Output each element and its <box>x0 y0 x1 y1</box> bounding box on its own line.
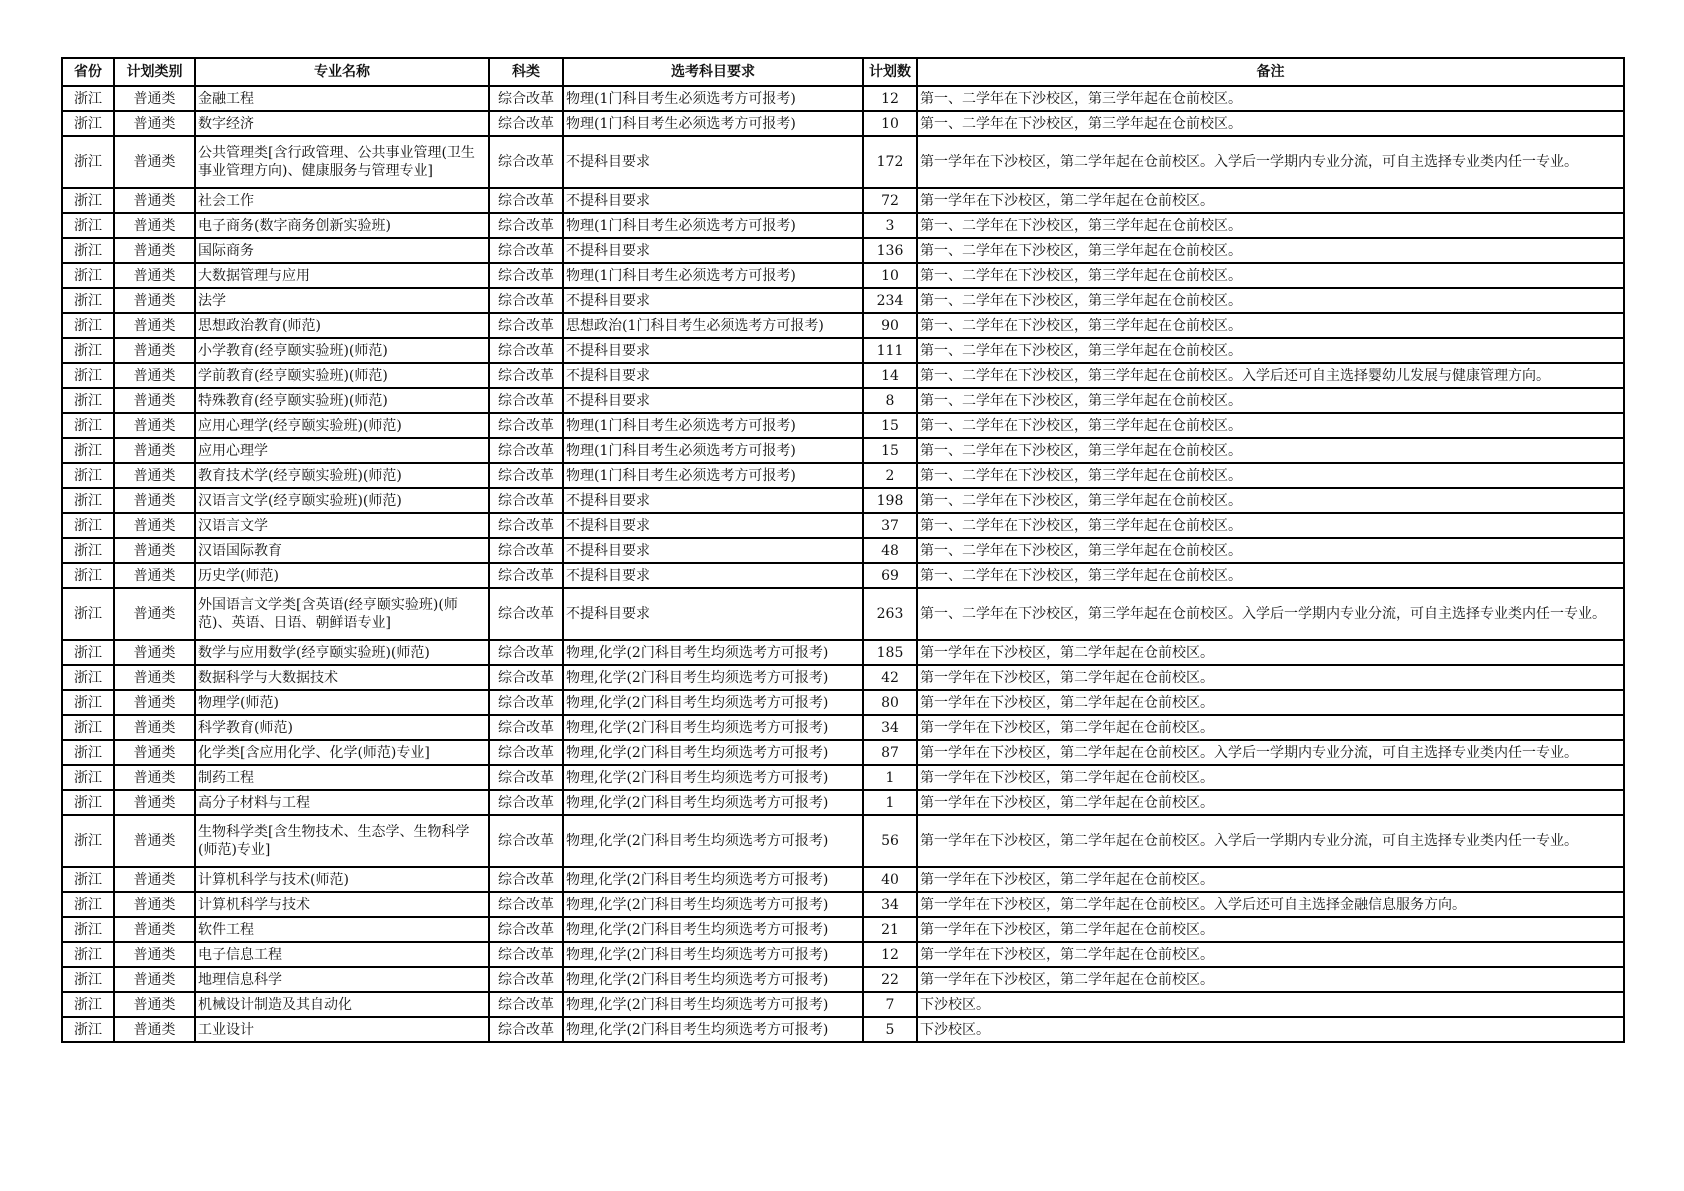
requirement-cell: 不提科目要求 <box>563 136 863 188</box>
note-cell: 第一、二学年在下沙校区，第三学年起在仓前校区。入学后还可自主选择婴幼儿发展与健康管理方向。 <box>917 363 1624 388</box>
table-row <box>62 640 1624 665</box>
count-cell: 37 <box>863 513 917 538</box>
note-cell: 下沙校区。 <box>917 1017 1624 1042</box>
category-cell: 综合改革 <box>489 588 563 640</box>
table-row <box>62 815 1624 867</box>
province-cell: 浙江 <box>62 892 114 917</box>
count-cell: 80 <box>863 690 917 715</box>
note-cell: 第一、二学年在下沙校区，第三学年起在仓前校区。 <box>917 238 1624 263</box>
note-cell: 第一、二学年在下沙校区，第三学年起在仓前校区。 <box>917 338 1624 363</box>
plan-type-cell: 普通类 <box>114 438 195 463</box>
category-cell: 综合改革 <box>489 86 563 111</box>
requirement-cell: 不提科目要求 <box>563 388 863 413</box>
note-cell: 第一学年在下沙校区，第二学年起在仓前校区。 <box>917 665 1624 690</box>
note-cell: 第一、二学年在下沙校区，第三学年起在仓前校区。 <box>917 213 1624 238</box>
requirement-cell: 不提科目要求 <box>563 188 863 213</box>
plan-type-cell: 普通类 <box>114 917 195 942</box>
note-cell: 第一学年在下沙校区，第二学年起在仓前校区。入学后一学期内专业分流，可自主选择专业类内任一专业。 <box>917 740 1624 765</box>
note-cell: 第一学年在下沙校区，第二学年起在仓前校区。 <box>917 867 1624 892</box>
note-cell: 第一学年在下沙校区，第二学年起在仓前校区。入学后一学期内专业分流，可自主选择专业类内任一专业。 <box>917 136 1624 188</box>
major-cell: 历史学(师范) <box>195 563 489 588</box>
note-cell: 第一学年在下沙校区，第二学年起在仓前校区。 <box>917 715 1624 740</box>
plan-type-cell: 普通类 <box>114 538 195 563</box>
province-cell: 浙江 <box>62 640 114 665</box>
province-cell: 浙江 <box>62 86 114 111</box>
table-row <box>62 892 1624 917</box>
province-cell: 浙江 <box>62 563 114 588</box>
category-cell: 综合改革 <box>489 992 563 1017</box>
count-cell: 15 <box>863 438 917 463</box>
requirement-cell: 物理,化学(2门科目考生均须选考方可报考) <box>563 992 863 1017</box>
requirement-cell: 物理(1门科目考生必须选考方可报考) <box>563 413 863 438</box>
table-row <box>62 238 1624 263</box>
requirement-cell: 物理,化学(2门科目考生均须选考方可报考) <box>563 892 863 917</box>
note-cell: 第一、二学年在下沙校区，第三学年起在仓前校区。 <box>917 488 1624 513</box>
province-cell: 浙江 <box>62 488 114 513</box>
category-cell: 综合改革 <box>489 538 563 563</box>
count-cell: 22 <box>863 967 917 992</box>
table-row <box>62 790 1624 815</box>
note-cell: 第一、二学年在下沙校区，第三学年起在仓前校区。 <box>917 513 1624 538</box>
table-row <box>62 288 1624 313</box>
count-cell: 69 <box>863 563 917 588</box>
requirement-cell: 物理,化学(2门科目考生均须选考方可报考) <box>563 690 863 715</box>
table-row <box>62 338 1624 363</box>
major-cell: 应用心理学 <box>195 438 489 463</box>
requirement-cell: 物理(1门科目考生必须选考方可报考) <box>563 263 863 288</box>
requirement-cell: 物理,化学(2门科目考生均须选考方可报考) <box>563 917 863 942</box>
category-cell: 综合改革 <box>489 1017 563 1042</box>
note-cell: 第一、二学年在下沙校区，第三学年起在仓前校区。 <box>917 111 1624 136</box>
major-cell: 国际商务 <box>195 238 489 263</box>
plan-type-cell: 普通类 <box>114 86 195 111</box>
plan-type-cell: 普通类 <box>114 238 195 263</box>
major-cell: 金融工程 <box>195 86 489 111</box>
major-cell: 公共管理类[含行政管理、公共事业管理(卫生事业管理方向)、健康服务与管理专业] <box>195 136 489 188</box>
requirement-cell: 物理,化学(2门科目考生均须选考方可报考) <box>563 740 863 765</box>
table-row <box>62 463 1624 488</box>
count-cell: 87 <box>863 740 917 765</box>
plan-type-cell: 普通类 <box>114 665 195 690</box>
count-cell: 263 <box>863 588 917 640</box>
note-cell: 第一学年在下沙校区，第二学年起在仓前校区。 <box>917 917 1624 942</box>
plan-type-cell: 普通类 <box>114 815 195 867</box>
major-cell: 汉语言文学 <box>195 513 489 538</box>
note-cell: 第一、二学年在下沙校区，第三学年起在仓前校区。 <box>917 263 1624 288</box>
major-cell: 小学教育(经亨颐实验班)(师范) <box>195 338 489 363</box>
note-cell: 第一、二学年在下沙校区，第三学年起在仓前校区。 <box>917 563 1624 588</box>
plan-type-cell: 普通类 <box>114 790 195 815</box>
major-cell: 汉语国际教育 <box>195 538 489 563</box>
major-cell: 学前教育(经亨颐实验班)(师范) <box>195 363 489 388</box>
province-cell: 浙江 <box>62 338 114 363</box>
count-cell: 14 <box>863 363 917 388</box>
province-cell: 浙江 <box>62 765 114 790</box>
requirement-cell: 思想政治(1门科目考生必须选考方可报考) <box>563 313 863 338</box>
count-cell: 1 <box>863 765 917 790</box>
requirement-cell: 物理,化学(2门科目考生均须选考方可报考) <box>563 867 863 892</box>
count-cell: 198 <box>863 488 917 513</box>
table-row <box>62 1017 1624 1042</box>
category-cell: 综合改革 <box>489 665 563 690</box>
province-cell: 浙江 <box>62 463 114 488</box>
major-cell: 数据科学与大数据技术 <box>195 665 489 690</box>
category-cell: 综合改革 <box>489 463 563 488</box>
count-cell: 90 <box>863 313 917 338</box>
requirement-cell: 物理,化学(2门科目考生均须选考方可报考) <box>563 765 863 790</box>
province-cell: 浙江 <box>62 538 114 563</box>
table-row <box>62 765 1624 790</box>
province-cell: 浙江 <box>62 313 114 338</box>
table-row <box>62 263 1624 288</box>
table-row <box>62 111 1624 136</box>
table-row <box>62 136 1624 188</box>
note-cell: 第一学年在下沙校区，第二学年起在仓前校区。 <box>917 188 1624 213</box>
note-cell: 第一学年在下沙校区，第二学年起在仓前校区。 <box>917 942 1624 967</box>
major-cell: 外国语言文学类[含英语(经亨颐实验班)(师范)、英语、日语、朝鲜语专业] <box>195 588 489 640</box>
count-cell: 34 <box>863 892 917 917</box>
note-cell: 第一学年在下沙校区，第二学年起在仓前校区。 <box>917 640 1624 665</box>
plan-type-cell: 普通类 <box>114 967 195 992</box>
province-cell: 浙江 <box>62 388 114 413</box>
plan-type-cell: 普通类 <box>114 188 195 213</box>
category-cell: 综合改革 <box>489 338 563 363</box>
requirement-cell: 不提科目要求 <box>563 238 863 263</box>
category-cell: 综合改革 <box>489 288 563 313</box>
province-cell: 浙江 <box>62 715 114 740</box>
plan-type-cell: 普通类 <box>114 111 195 136</box>
plan-type-cell: 普通类 <box>114 690 195 715</box>
province-cell: 浙江 <box>62 263 114 288</box>
requirement-cell: 物理,化学(2门科目考生均须选考方可报考) <box>563 715 863 740</box>
requirement-cell: 物理(1门科目考生必须选考方可报考) <box>563 438 863 463</box>
table-row <box>62 538 1624 563</box>
table-row <box>62 942 1624 967</box>
major-cell: 物理学(师范) <box>195 690 489 715</box>
major-cell: 计算机科学与技术(师范) <box>195 867 489 892</box>
table-row <box>62 86 1624 111</box>
count-cell: 40 <box>863 867 917 892</box>
plan-type-cell: 普通类 <box>114 1017 195 1042</box>
requirement-cell: 不提科目要求 <box>563 538 863 563</box>
category-cell: 综合改革 <box>489 815 563 867</box>
note-cell: 第一、二学年在下沙校区，第三学年起在仓前校区。 <box>917 438 1624 463</box>
table-row <box>62 715 1624 740</box>
table-row <box>62 967 1624 992</box>
category-cell: 综合改革 <box>489 313 563 338</box>
category-cell: 综合改革 <box>489 111 563 136</box>
requirement-cell: 物理,化学(2门科目考生均须选考方可报考) <box>563 790 863 815</box>
category-cell: 综合改革 <box>489 413 563 438</box>
plan-type-cell: 普通类 <box>114 263 195 288</box>
note-cell: 第一、二学年在下沙校区，第三学年起在仓前校区。 <box>917 313 1624 338</box>
category-cell: 综合改革 <box>489 967 563 992</box>
province-cell: 浙江 <box>62 111 114 136</box>
plan-type-cell: 普通类 <box>114 942 195 967</box>
province-cell: 浙江 <box>62 438 114 463</box>
province-cell: 浙江 <box>62 867 114 892</box>
table-row <box>62 213 1624 238</box>
major-cell: 软件工程 <box>195 917 489 942</box>
category-cell: 综合改革 <box>489 238 563 263</box>
requirement-cell: 物理,化学(2门科目考生均须选考方可报考) <box>563 967 863 992</box>
province-cell: 浙江 <box>62 213 114 238</box>
plan-type-cell: 普通类 <box>114 313 195 338</box>
plan-type-cell: 普通类 <box>114 740 195 765</box>
major-cell: 法学 <box>195 288 489 313</box>
plan-type-cell: 普通类 <box>114 563 195 588</box>
requirement-cell: 不提科目要求 <box>563 563 863 588</box>
plan-type-cell: 普通类 <box>114 640 195 665</box>
count-cell: 136 <box>863 238 917 263</box>
plan-type-cell: 普通类 <box>114 213 195 238</box>
requirement-cell: 不提科目要求 <box>563 513 863 538</box>
header-count: 计划数 <box>863 58 917 86</box>
province-cell: 浙江 <box>62 992 114 1017</box>
major-cell: 高分子材料与工程 <box>195 790 489 815</box>
table-row <box>62 690 1624 715</box>
requirement-cell: 不提科目要求 <box>563 338 863 363</box>
count-cell: 8 <box>863 388 917 413</box>
major-cell: 电子商务(数字商务创新实验班) <box>195 213 489 238</box>
requirement-cell: 物理,化学(2门科目考生均须选考方可报考) <box>563 1017 863 1042</box>
category-cell: 综合改革 <box>489 715 563 740</box>
table-row <box>62 313 1624 338</box>
table-row <box>62 488 1624 513</box>
requirement-cell: 物理,化学(2门科目考生均须选考方可报考) <box>563 815 863 867</box>
note-cell: 第一、二学年在下沙校区，第三学年起在仓前校区。 <box>917 388 1624 413</box>
table-body <box>62 86 1624 1042</box>
province-cell: 浙江 <box>62 1017 114 1042</box>
major-cell: 特殊教育(经亨颐实验班)(师范) <box>195 388 489 413</box>
category-cell: 综合改革 <box>489 488 563 513</box>
table-row <box>62 388 1624 413</box>
count-cell: 12 <box>863 942 917 967</box>
plan-type-cell: 普通类 <box>114 513 195 538</box>
count-cell: 5 <box>863 1017 917 1042</box>
requirement-cell: 物理(1门科目考生必须选考方可报考) <box>563 213 863 238</box>
enrollment-plan-table <box>61 57 1625 1043</box>
count-cell: 2 <box>863 463 917 488</box>
count-cell: 48 <box>863 538 917 563</box>
major-cell: 数字经济 <box>195 111 489 136</box>
header-note: 备注 <box>917 58 1624 86</box>
plan-type-cell: 普通类 <box>114 136 195 188</box>
count-cell: 72 <box>863 188 917 213</box>
category-cell: 综合改革 <box>489 765 563 790</box>
category-cell: 综合改革 <box>489 563 563 588</box>
table-row <box>62 867 1624 892</box>
note-cell: 第一学年在下沙校区，第二学年起在仓前校区。 <box>917 790 1624 815</box>
requirement-cell: 不提科目要求 <box>563 288 863 313</box>
count-cell: 111 <box>863 338 917 363</box>
category-cell: 综合改革 <box>489 690 563 715</box>
category-cell: 综合改革 <box>489 363 563 388</box>
plan-type-cell: 普通类 <box>114 867 195 892</box>
province-cell: 浙江 <box>62 238 114 263</box>
table-row <box>62 992 1624 1017</box>
plan-type-cell: 普通类 <box>114 288 195 313</box>
header-plan-type: 计划类别 <box>114 58 195 86</box>
major-cell: 制药工程 <box>195 765 489 790</box>
major-cell: 生物科学类[含生物技术、生态学、生物科学(师范)专业] <box>195 815 489 867</box>
major-cell: 机械设计制造及其自动化 <box>195 992 489 1017</box>
plan-type-cell: 普通类 <box>114 892 195 917</box>
category-cell: 综合改革 <box>489 263 563 288</box>
province-cell: 浙江 <box>62 413 114 438</box>
plan-type-cell: 普通类 <box>114 765 195 790</box>
note-cell: 第一学年在下沙校区，第二学年起在仓前校区。 <box>917 690 1624 715</box>
plan-type-cell: 普通类 <box>114 715 195 740</box>
plan-type-cell: 普通类 <box>114 388 195 413</box>
province-cell: 浙江 <box>62 188 114 213</box>
count-cell: 21 <box>863 917 917 942</box>
count-cell: 12 <box>863 86 917 111</box>
header-province: 省份 <box>62 58 114 86</box>
header-major: 专业名称 <box>195 58 489 86</box>
major-cell: 工业设计 <box>195 1017 489 1042</box>
province-cell: 浙江 <box>62 136 114 188</box>
count-cell: 10 <box>863 111 917 136</box>
count-cell: 185 <box>863 640 917 665</box>
plan-type-cell: 普通类 <box>114 588 195 640</box>
table-row <box>62 588 1624 640</box>
major-cell: 科学教育(师范) <box>195 715 489 740</box>
table-row <box>62 438 1624 463</box>
category-cell: 综合改革 <box>489 740 563 765</box>
requirement-cell: 不提科目要求 <box>563 363 863 388</box>
major-cell: 数学与应用数学(经亨颐实验班)(师范) <box>195 640 489 665</box>
category-cell: 综合改革 <box>489 640 563 665</box>
count-cell: 172 <box>863 136 917 188</box>
table-row <box>62 413 1624 438</box>
category-cell: 综合改革 <box>489 892 563 917</box>
plan-type-cell: 普通类 <box>114 413 195 438</box>
count-cell: 234 <box>863 288 917 313</box>
table-row <box>62 665 1624 690</box>
count-cell: 42 <box>863 665 917 690</box>
major-cell: 应用心理学(经亨颐实验班)(师范) <box>195 413 489 438</box>
province-cell: 浙江 <box>62 740 114 765</box>
major-cell: 大数据管理与应用 <box>195 263 489 288</box>
note-cell: 第一、二学年在下沙校区，第三学年起在仓前校区。入学后一学期内专业分流，可自主选择专业类内任一专业。 <box>917 588 1624 640</box>
plan-type-cell: 普通类 <box>114 338 195 363</box>
province-cell: 浙江 <box>62 942 114 967</box>
note-cell: 第一、二学年在下沙校区，第三学年起在仓前校区。 <box>917 538 1624 563</box>
table-row <box>62 917 1624 942</box>
category-cell: 综合改革 <box>489 917 563 942</box>
requirement-cell: 不提科目要求 <box>563 588 863 640</box>
plan-type-cell: 普通类 <box>114 992 195 1017</box>
province-cell: 浙江 <box>62 917 114 942</box>
requirement-cell: 物理(1门科目考生必须选考方可报考) <box>563 111 863 136</box>
note-cell: 第一、二学年在下沙校区，第三学年起在仓前校区。 <box>917 288 1624 313</box>
province-cell: 浙江 <box>62 588 114 640</box>
count-cell: 34 <box>863 715 917 740</box>
plan-type-cell: 普通类 <box>114 463 195 488</box>
count-cell: 3 <box>863 213 917 238</box>
province-cell: 浙江 <box>62 665 114 690</box>
province-cell: 浙江 <box>62 690 114 715</box>
major-cell: 化学类[含应用化学、化学(师范)专业] <box>195 740 489 765</box>
note-cell: 第一学年在下沙校区，第二学年起在仓前校区。入学后还可自主选择金融信息服务方向。 <box>917 892 1624 917</box>
category-cell: 综合改革 <box>489 136 563 188</box>
table-row <box>62 188 1624 213</box>
category-cell: 综合改革 <box>489 188 563 213</box>
count-cell: 15 <box>863 413 917 438</box>
major-cell: 计算机科学与技术 <box>195 892 489 917</box>
category-cell: 综合改革 <box>489 513 563 538</box>
requirement-cell: 物理(1门科目考生必须选考方可报考) <box>563 463 863 488</box>
note-cell: 第一、二学年在下沙校区，第三学年起在仓前校区。 <box>917 413 1624 438</box>
province-cell: 浙江 <box>62 363 114 388</box>
table-row <box>62 563 1624 588</box>
requirement-cell: 物理,化学(2门科目考生均须选考方可报考) <box>563 665 863 690</box>
note-cell: 第一学年在下沙校区，第二学年起在仓前校区。 <box>917 765 1624 790</box>
major-cell: 汉语言文学(经亨颐实验班)(师范) <box>195 488 489 513</box>
count-cell: 1 <box>863 790 917 815</box>
count-cell: 10 <box>863 263 917 288</box>
province-cell: 浙江 <box>62 815 114 867</box>
count-cell: 56 <box>863 815 917 867</box>
category-cell: 综合改革 <box>489 942 563 967</box>
requirement-cell: 物理(1门科目考生必须选考方可报考) <box>563 86 863 111</box>
header-category: 科类 <box>489 58 563 86</box>
count-cell: 7 <box>863 992 917 1017</box>
plan-type-cell: 普通类 <box>114 363 195 388</box>
note-cell: 第一、二学年在下沙校区，第三学年起在仓前校区。 <box>917 86 1624 111</box>
requirement-cell: 物理,化学(2门科目考生均须选考方可报考) <box>563 640 863 665</box>
province-cell: 浙江 <box>62 513 114 538</box>
province-cell: 浙江 <box>62 967 114 992</box>
table-row <box>62 513 1624 538</box>
note-cell: 第一学年在下沙校区，第二学年起在仓前校区。 <box>917 967 1624 992</box>
category-cell: 综合改革 <box>489 213 563 238</box>
category-cell: 综合改革 <box>489 438 563 463</box>
note-cell: 第一、二学年在下沙校区，第三学年起在仓前校区。 <box>917 463 1624 488</box>
major-cell: 教育技术学(经亨颐实验班)(师范) <box>195 463 489 488</box>
major-cell: 社会工作 <box>195 188 489 213</box>
major-cell: 思想政治教育(师范) <box>195 313 489 338</box>
table-row <box>62 740 1624 765</box>
note-cell: 下沙校区。 <box>917 992 1624 1017</box>
category-cell: 综合改革 <box>489 867 563 892</box>
requirement-cell: 不提科目要求 <box>563 488 863 513</box>
requirement-cell: 物理,化学(2门科目考生均须选考方可报考) <box>563 942 863 967</box>
table-row <box>62 363 1624 388</box>
category-cell: 综合改革 <box>489 790 563 815</box>
plan-type-cell: 普通类 <box>114 488 195 513</box>
note-cell: 第一学年在下沙校区，第二学年起在仓前校区。入学后一学期内专业分流，可自主选择专业类内任一专业。 <box>917 815 1624 867</box>
major-cell: 地理信息科学 <box>195 967 489 992</box>
category-cell: 综合改革 <box>489 388 563 413</box>
province-cell: 浙江 <box>62 288 114 313</box>
header-requirement: 选考科目要求 <box>563 58 863 86</box>
major-cell: 电子信息工程 <box>195 942 489 967</box>
province-cell: 浙江 <box>62 790 114 815</box>
header-row <box>62 58 1624 86</box>
